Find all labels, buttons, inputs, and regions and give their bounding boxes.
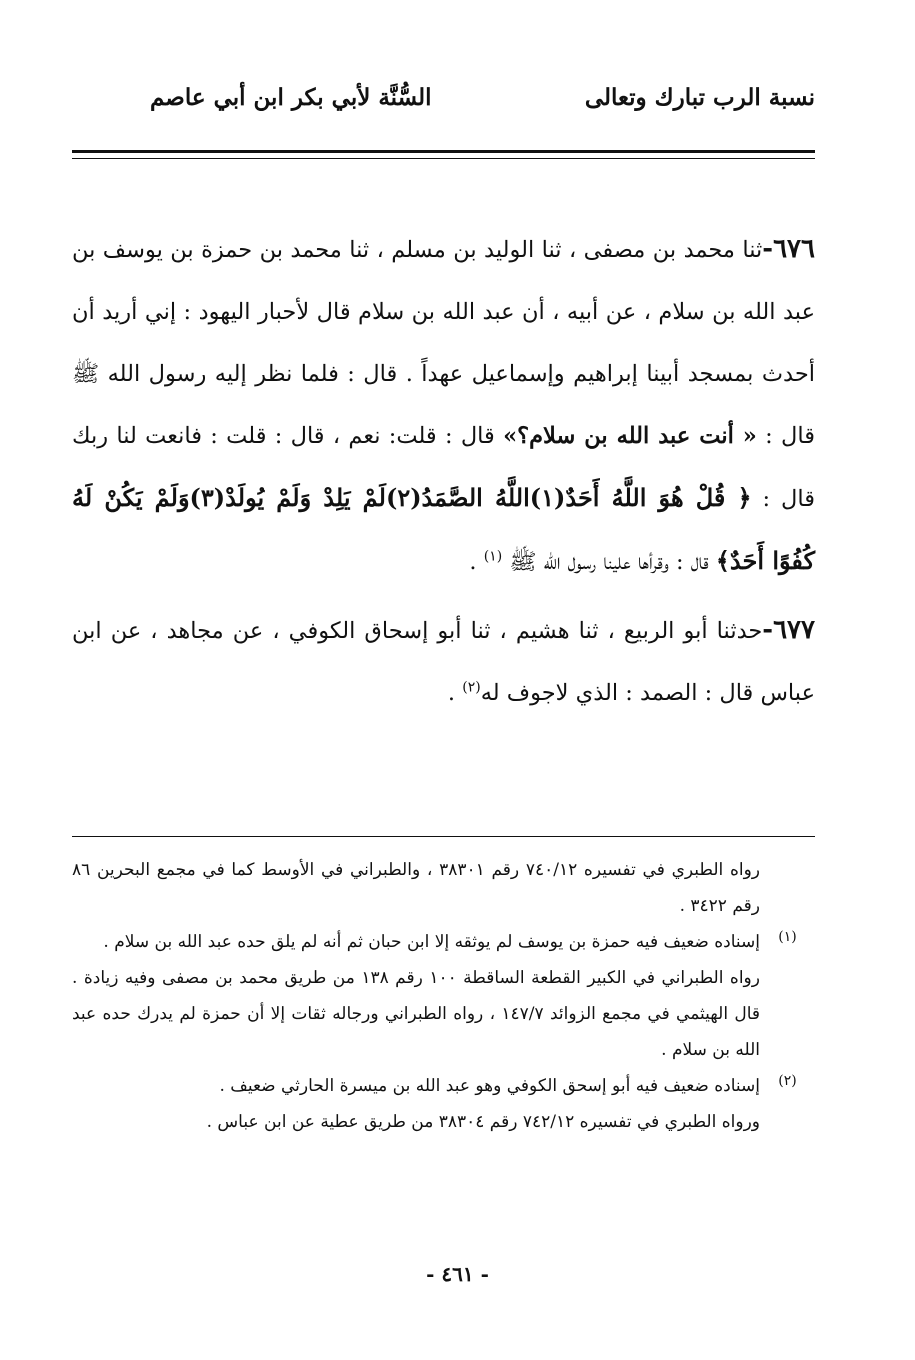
footnote-mark: (٢) [778,1073,797,1089]
hadith-dash: - [762,234,774,264]
hadith-676 [72,218,815,593]
footnote-mark [760,1104,815,1140]
chapter-title: نسبة الرب تبارك وتعالى [584,83,815,111]
footnote-text: ورواه الطبري في تفسيره ٧٤٢/١٢ رقم ٣٨٣٠٤ من طريق عطية عن ابن عباس . [206,1112,760,1132]
footnote-ref: (١) [483,548,503,565]
page-number: - ٤٦١ - [426,1262,489,1286]
footnote-text: إسناده ضعيف فيه حمزة بن يوسف لم يوثقه إلا ابن حبان ثم أنه لم يلق حده عبد الله بن سلام . [103,932,760,952]
footnote-mark [760,852,815,924]
hadith-text: حدثنا أبو الربيع ، ثنا هشيم ، ثنا أبو إسحاق الكوفي ، عن مجاهد ، عن ابن عباس قال : الصمد : الذي لاجوف له [72,618,815,706]
footnote-ref: (٢) [462,679,481,696]
hadith-dash: - [762,615,774,645]
footnote-mark: (١) [778,929,797,945]
hadith-text: قال : قلت: نعم ، قال : قلت : فانعت لنا ربك قال : [72,423,816,512]
footnote-mark [760,960,815,1068]
hadith-677 [72,599,815,724]
hadith-end: . [469,549,477,575]
footnote-item [72,960,815,1068]
header-rule-thick [72,150,815,153]
footnote-text: رواه الطبراني في الكبير القطعة الساقطة ١٠٠ رقم ١٣٨ من طريق محمد بن مصفى وفيه زيادة . قال الهيثمي في مجمع الزوائد ١٤٧/٧ ، رواه الطبراني ورجاله ثقات إلا أن حمزة لم يدرك حده عبد الله بن سلام . [72,968,761,1060]
header-rule-thin [72,158,815,159]
footnote-item [72,1104,815,1140]
hadith-question: « أنت عبد الله بن سلام؟» [503,423,757,449]
hadith-text: ثنا محمد بن مصفى ، ثنا الوليد بن مسلم ، ثنا محمد بن حمزة بن يوسف بن عبد الله بن سلام ، عن أبيه ، أن عبد الله بن سلام قال لأحبار اليهود : إني أريد أن أحدث بمسجد أبينا إبراهيم وإسماعيل عهداً . قال : فلما نظر إليه رسول الله ﷺ قال : [72,237,816,449]
footnote-item [72,852,815,924]
footnote-text: إسناده ضعيف فيه أبو إسحق الكوفي وهو عبد الله بن ميسرة الحارثي ضعيف . [219,1076,760,1096]
running-header [150,72,815,122]
book-title: السُّنَّة لأبي بكر ابن أبي عاصم [150,83,432,111]
hadith-end: . [447,680,456,706]
footnote-item [72,1068,815,1104]
hadith-number: ٦٧٦ [773,234,815,264]
hadith-text: قال : وقرأها علينا رسول الله ﷺ [509,549,709,575]
hadith-number: ٦٧٧ [773,615,815,645]
footnote-item [72,924,815,960]
footnotes [72,852,815,1140]
quran-verse: ﴿ قُلْ هُوَ اللَّهُ أَحَدٌ(١)اللَّهُ الصَّمَدُ(٢)لَمْ يَلِدْ وَلَمْ يُولَدْ(٣)وَلَمْ يَكُنْ لَهُ كُفُوًا أَحَدٌ﴾ [72,483,815,575]
footnote-separator [72,836,815,837]
footnote-text: رواه الطبري في تفسيره ٧٤٠/١٢ رقم ٣٨٣٠١ ، والطبراني في الأوسط كما في مجمع البحرين ٨٦ رقم ٣٤٢٢ . [72,860,760,916]
main-text [72,218,815,724]
